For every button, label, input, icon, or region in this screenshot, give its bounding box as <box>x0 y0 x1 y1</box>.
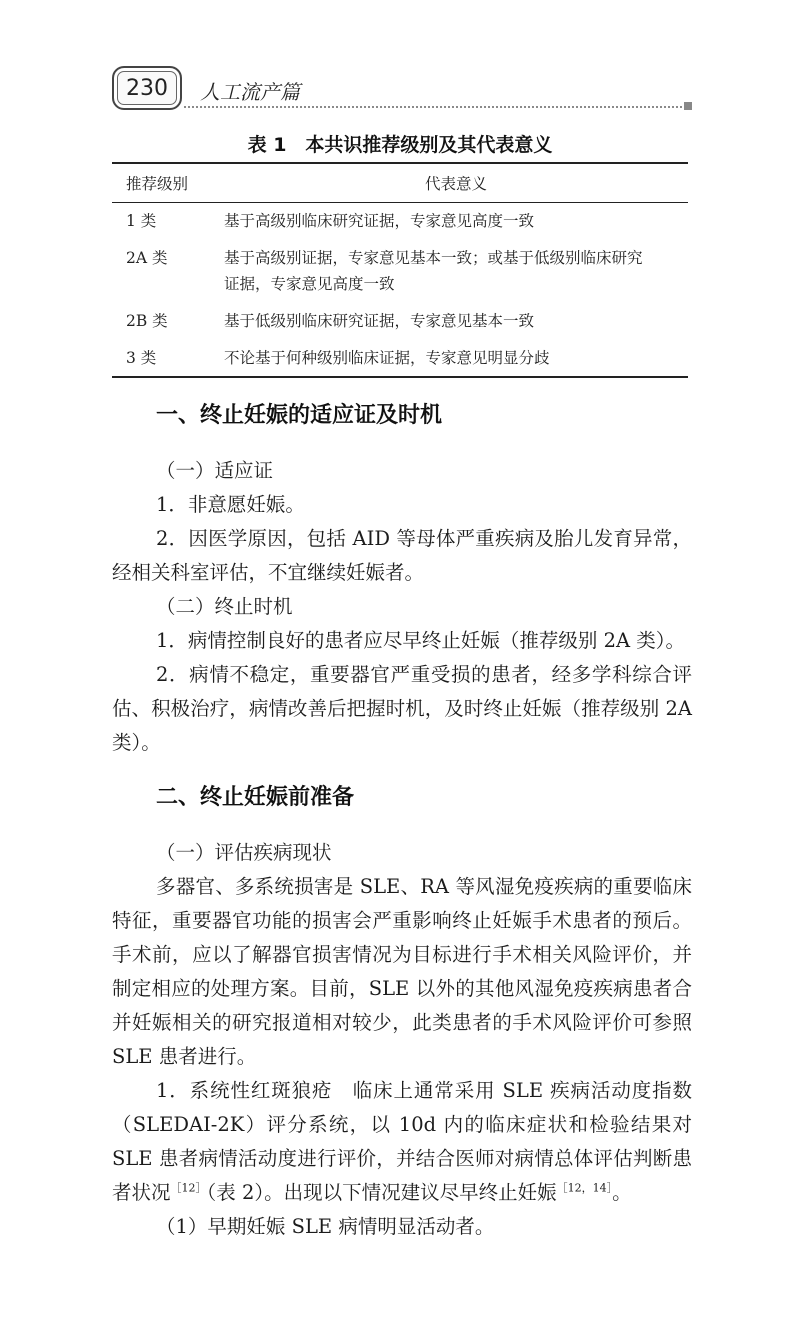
running-title: 人工流产篇 <box>200 80 300 104</box>
page-header <box>112 64 692 114</box>
column-header-grade: 推荐级别 <box>112 163 210 203</box>
grade-cell: 1 类 <box>126 212 157 230</box>
list-item: 2．病情不稳定，重要器官严重受损的患者，经多学科综合评估、积极治疗，病情改善后把握时机，及时终止妊娠（推荐级别 2A 类）。 <box>112 663 692 754</box>
meaning-cell: 基于高级别证据，专家意见基本一致；或基于低级别临床研究证据，专家意见高度一致 <box>224 248 643 294</box>
citation-ref: ［12］ <box>170 1181 207 1195</box>
subsection-heading: （一）评估疾病现状 <box>156 841 332 864</box>
citation-ref: ［12，14］ <box>556 1181 613 1195</box>
header-dotted-rule <box>184 106 682 108</box>
list-item: 1．非意愿妊娠。 <box>156 493 305 516</box>
body-paragraph: 多器官、多系统损害是 SLE、RA 等风湿免疫疾病的重要临床特征，重要器官功能的损害会严重影响终止妊娠手术患者的预后。手术前，应以了解器官损害情况为目标进行手术相关风险评价，并制定相应的处理方案。目前，SLE 以外的其他风湿免疫疾病患者合并妊娠相关的研究报道相对较少，此类患者的手术风险评价可参照 SLE 患者进行。 <box>112 875 692 1068</box>
grade-cell: 2A 类 <box>126 248 168 267</box>
meaning-cell: 基于低级别临床研究证据，专家意见基本一致 <box>224 311 535 330</box>
table-row <box>112 303 688 340</box>
section-heading: 二、终止妊娠前准备 <box>156 785 355 810</box>
table-row <box>112 240 688 303</box>
list-item: 2．因医学原因，包括 AID 等母体严重疾病及胎儿发育异常，经相关科室评估，不宜继续妊娠者。 <box>112 527 692 584</box>
body-paragraph <box>112 1074 692 1210</box>
section-heading: 一、终止妊娠的适应证及时机 <box>156 403 443 428</box>
table-row <box>112 340 688 378</box>
grade-cell: 2B 类 <box>126 311 168 330</box>
paragraph-text: 。 <box>612 1181 632 1204</box>
recommendation-table <box>112 162 688 378</box>
table-row <box>112 203 688 240</box>
main-text <box>112 392 692 1244</box>
paragraph-text: 1．系统性红斑狼疮 临床上通常采用 SLE 疾病活动度指数（SLEDAI-2K）评分系统，以 10d 内的临床症状和检验结果对 SLE 患者病情活动度进行评价，并结合医师对病情总体评估判断患者状况 <box>112 1079 692 1204</box>
subsection-heading: （一）适应证 <box>156 459 274 482</box>
column-header-meaning: 代表意义 <box>210 163 688 203</box>
header-rule-end-mark <box>684 102 692 110</box>
body-paragraph: （1）早期妊娠 SLE 病情明显活动者。 <box>156 1215 495 1238</box>
paragraph-text: （表 2）。出现以下情况建议尽早终止妊娠 <box>206 1181 557 1204</box>
table-header-row <box>112 163 688 203</box>
meaning-cell: 不论基于何种级别临床证据，专家意见明显分歧 <box>210 340 688 378</box>
page-number-badge: 230 <box>112 66 182 110</box>
subsection-heading: （二）终止时机 <box>156 595 293 618</box>
table-caption: 表 1 本共识推荐级别及其代表意义 <box>247 134 553 156</box>
grade-cell: 3 类 <box>112 340 210 378</box>
meaning-cell: 基于高级别临床研究证据，专家意见高度一致 <box>224 212 535 230</box>
list-item: 1．病情控制良好的患者应尽早终止妊娠（推荐级别 2A 类）。 <box>156 629 686 652</box>
